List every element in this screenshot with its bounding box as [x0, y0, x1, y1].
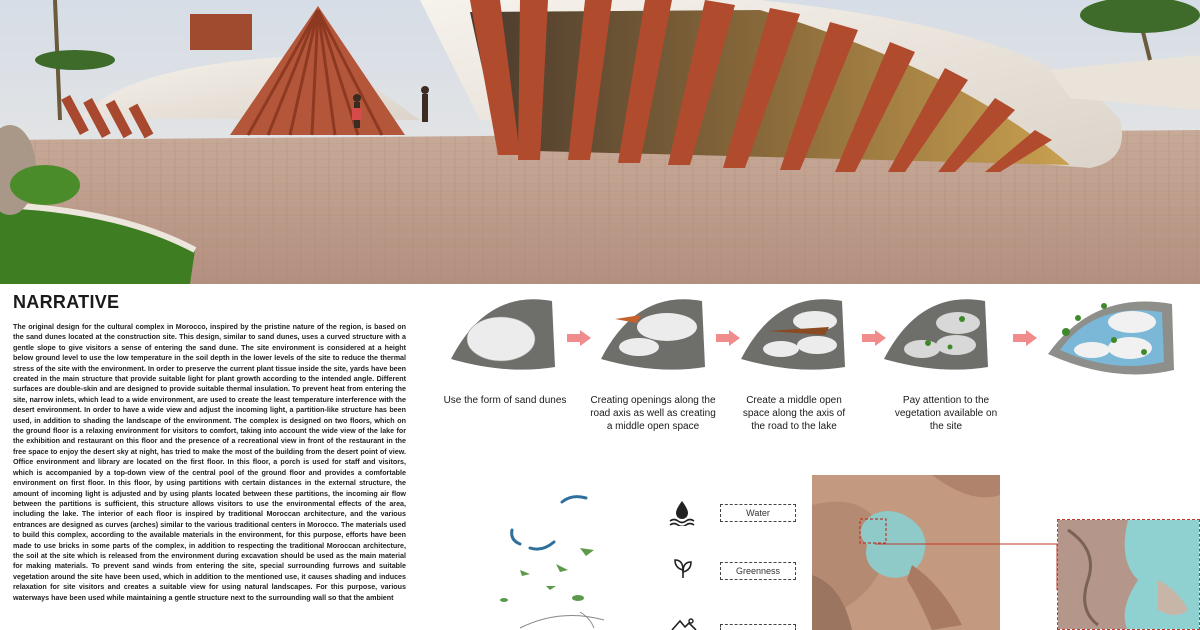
map-zoom-callout-lines	[875, 540, 1059, 590]
arrow-right-icon	[1013, 330, 1037, 346]
exploded-site-sketch	[490, 490, 630, 630]
zoomed-satellite-image	[1058, 520, 1200, 630]
step-4-vegetation-diagram	[880, 297, 994, 373]
hero-render	[0, 0, 1200, 284]
step-2-caption: Creating openings along the road axis as well as creating a middle open space	[590, 395, 716, 432]
step-4-caption: Pay attention to the vegetation available on the site	[894, 395, 998, 432]
leaf-icon	[671, 556, 695, 580]
step-1-caption: Use the form of sand dunes	[443, 395, 567, 406]
legend-water-label: Water	[720, 504, 796, 522]
step-3-middle-space-diagram	[737, 297, 849, 373]
legend-greenness-label: Greenness	[720, 562, 796, 580]
final-form-illustration	[1044, 292, 1180, 382]
narrative-body-text: The original design for the cultural complex in Morocco, inspired by the pristine nature of the region, is based on the sand dunes located at the construction site. This design, similar to sand dunes, uses a curved structure with a gentle slope to give visitors a sense of entering the sand dune. The site environment is considered at a height below ground level to use the low temperature in the soil depth in the lower levels of the site to reduce the thermal stress of the site with the environment. In order to preserve the current plant tissue inside the site, yards have been created in the main structure that provide suitable light for plant growth according to the intended angle. Different surfaces are double-skin and are designed to provide suitable thermal insulation. To prevent heat from entering the site, narrow inlets, which lead to a wide environment, are used to create the least temperature interference with the desert environment. In order to have a wide view and adjust the incoming light, a partition-like structure has been used, in addition to shading the landscape of the environment. The complex is designed on two floors, which on the ground floor is a relaxing environment for visitors to comfort, taking into account the wide view of the lake for the exhibition and restaurant on this floor and the presence of a recreational view in front of the restaurant in the free space to enjoy the desert sky at night, has tried to make the most of the building from the desert point of view. Office environment and library are located on the first floor. In this floor, a porch is used for staff and visitors, which is accompanied by a top-down view of the central pool of the ground floor and provides a comfortable environment on first floor. In this floor, by using partitions with certain distances in the external structure, the amount of incoming light is adjusted and by using plants located between these partitions, the incoming air flow between the partitions is sufficient, this structure allows visitors to use the environmental effects of the area, including the lake. The interior of each floor is inspired by traditional Moroccan architecture, and the various entrances are designed as curves (arches) similar to the various traditional centers in Morocco. The materials used to build this complex, according to the available materials in the environment, for this purpose, efforts have been made to use bricks in some parts of the complex, in addition to respecting the traditional Moroccan architecture, the soil at the site which is released from the environment during excavation should be used as the main material for making materials. To prevent sand winds from entering the site, special surrounding furrows and suitable vegetation around the site have been used, which in addition to the mentioned use, it causes shading and induces relaxation for site visitors and creates a suitable view for using natural landscapes. For this purpose, various waterways have been used while maintaining a gentle structure next to the surrounding wall so that the ambient	[13, 323, 406, 602]
mountain-icon	[671, 618, 697, 630]
legend-terrain-label	[720, 624, 796, 630]
narrative-title: NARRATIVE	[13, 292, 120, 312]
arrow-right-icon	[567, 330, 591, 346]
zoomed-site-map	[1057, 519, 1200, 630]
step-1-massing-diagram	[447, 297, 559, 373]
step-2-openings-diagram	[597, 297, 709, 373]
step-3-caption: Create a middle open space along the axis of the road to the lake	[742, 395, 846, 432]
building-render-illustration	[0, 0, 1200, 284]
water-drop-icon	[668, 500, 696, 526]
